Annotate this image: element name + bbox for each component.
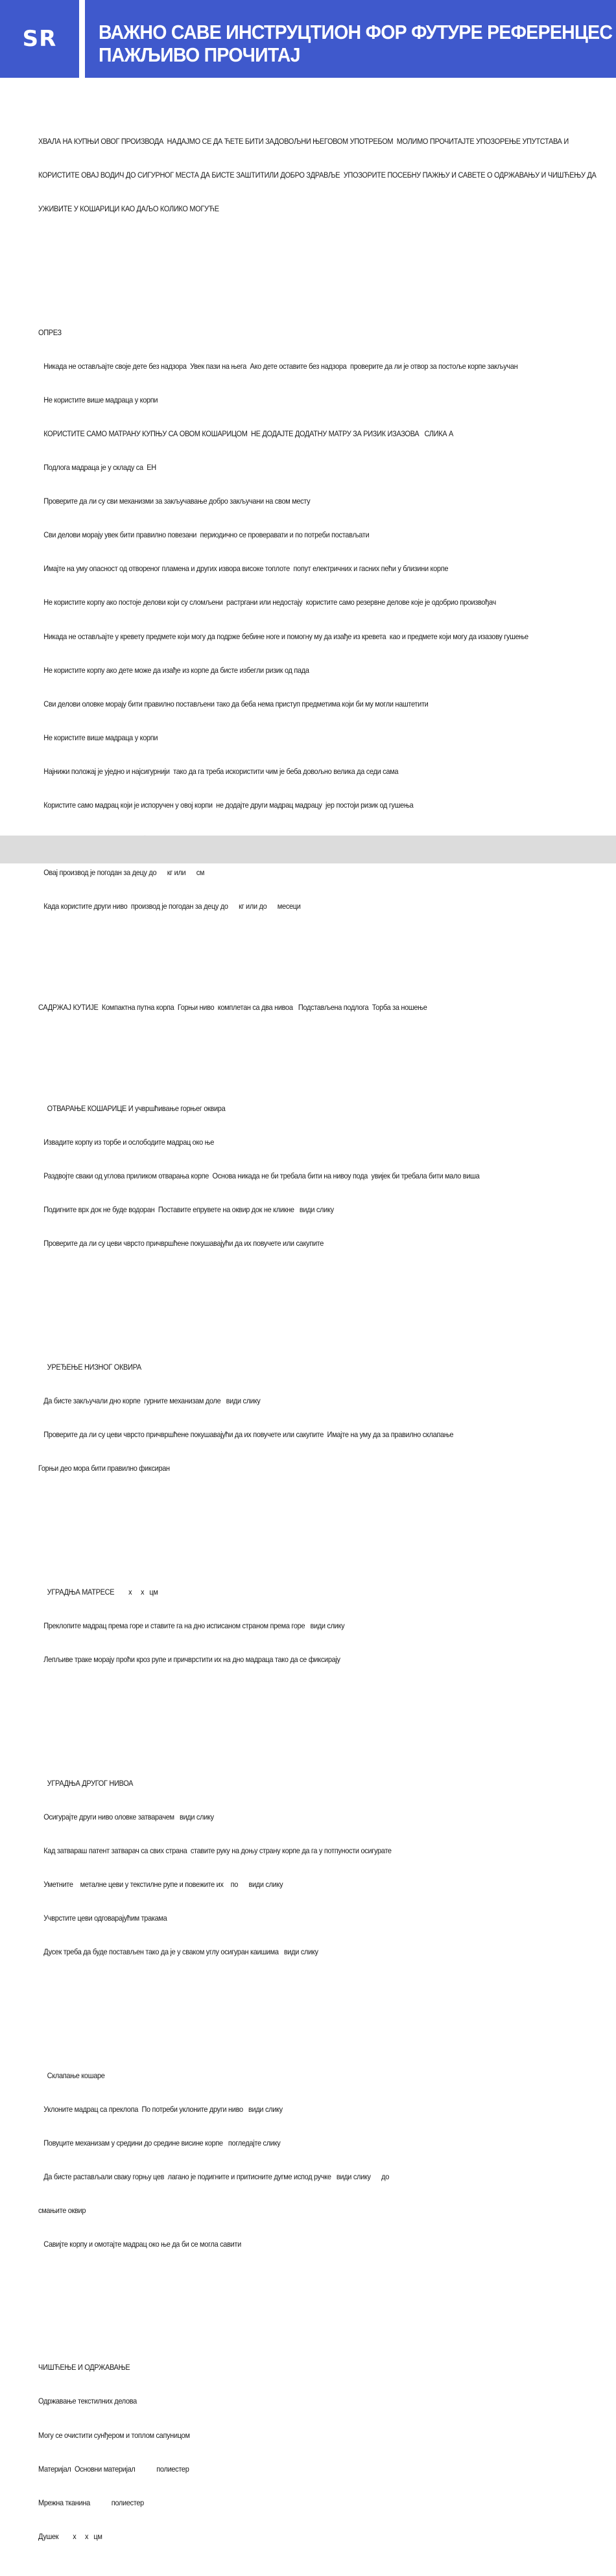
warning-item: Проверите да ли су сви механизми за закључавање добро закључани на свом месту	[38, 497, 311, 506]
text-line: Уклоните мадрац са преклопа По потреби уклоните други ниво види слику	[38, 2104, 283, 2114]
text-line: Повуците механизам у средини до средине висине корпе погледајте слику	[38, 2138, 281, 2148]
warning-item: Имајте на уму опасност од отвореног пламена и других извора високе топлоте попут електричних и гасних пећи у близини корпе	[38, 564, 449, 574]
second-level-section	[38, 1755, 543, 1980]
text-line: Дусек треба да буде постављен тако да је у сваком углу осигуран каишима види слику	[38, 1947, 318, 1956]
text-line: КОРИСТИТЕ ОВАЈ ВОДИЧ ДО СИГУРНОГ МЕСТА ДА БИСТЕ ЗАШТИТИЛИ ДОБРО ЗДРАВЉЕ УПОЗОРИТЕ ПОСЕБНУ ПАЖЊУ И САВЕТЕ О ОДРЖАВАЊУ И ЧИШЋЕЊУ ДА	[38, 170, 597, 180]
text-line: Осигурајте други ниво оловке затварачем види слику	[38, 1812, 214, 1821]
page-footer-band	[0, 836, 616, 863]
text-line: ХВАЛА НА КУПЊИ ОВОГ ПРОИЗВОДА НАДАЈМО СЕ ДА ЋЕТЕ БИТИ ЗАДОВОЉНИ ЊЕГОВОМ УПОТРЕБОМ МОЛИМО ПРОЧИТАЈТЕ УПОЗОРЕЊЕ УПУТСТАВА И	[38, 137, 569, 146]
text-line: Преклопите мадрац према горе и ставите га на дно исписаном страном према горе види слику	[38, 1621, 345, 1630]
warning-item: Сви делови оловке морају бити правилно постављени тако да беба нема приступ предметима који би му могли наштетити	[38, 699, 429, 708]
warning-item: Не користите више мадраца у корпи	[38, 732, 158, 742]
section-heading: ОПРЕЗ	[38, 328, 62, 338]
text-line: Мрежна тканина полиестер	[38, 2498, 144, 2507]
text-line: Подигните врх док не буде водоран Поставите епрувете на оквир док не кликне види слику	[38, 1205, 334, 1215]
page-title	[99, 21, 613, 66]
text-line: УЖИВИТЕ У КОШАРИЦИ КАО ДАЉО КОЛИКО МОГУЋЕ	[38, 204, 219, 214]
section-heading: Склапање кошаре	[38, 2070, 105, 2080]
language-badge: SR	[22, 26, 57, 52]
text-line: Могу се очистити сунђером и топлом сапуницом	[38, 2430, 190, 2440]
header-banner	[0, 0, 616, 78]
text-line: Душек х х цм	[38, 2531, 102, 2541]
section-heading: ЧИШЋЕЊЕ И ОДРЖАВАЊЕ	[38, 2363, 130, 2372]
warning-item: Не користите корпу ако постоје делови који су сломљени растргани или недостају користите само резервне делове које је одобрио произвођач	[38, 598, 496, 607]
text-line: Уметните металне цеви у текстилне рупе и повежите их по види слику	[38, 1879, 283, 1889]
page-title-line: ВАЖНО САВЕ ИНСТРУЦТИОН ФОР ФУТУРЕ РЕФЕРЕНЦЕС	[99, 21, 613, 43]
opening-section	[38, 1081, 543, 1272]
text-line: Савијте корпу и омотајте мадрац око ње да би се могла савити	[38, 2239, 241, 2249]
section-heading: УГРАДЊА МАТРЕСЕ х х цм	[38, 1587, 158, 1597]
box-contents: САДРЖАЈ КУТИЈЕ Компактна путна корпа Горњи ниво комплетан са два нивоа Подстављена подлога Торба за ношење	[38, 1002, 427, 1012]
text-line: Кад затвараш патент затварач са свих страна ставите руку на доњу страну корпе да га у потпуности осигурате	[38, 1845, 392, 1855]
text-line: Проверите да ли су цеви чврсто причвршћене покушавајући да их повучете или сакупите Имајте на уму да за правилно склапање	[38, 1429, 454, 1439]
text-line: Раздвојте сваки од углова приликом отварања корпе Основа никада не би требала бити на нивоу пода увијек би требала бити мало виша	[38, 1171, 480, 1180]
folding-section	[38, 2048, 543, 2273]
text-line: Лепљиве траке морају проћи кроз рупе и причврстити их на дно мадраца тако да се фиксирају	[38, 1654, 340, 1664]
text-line: Материјал Основни материјал полиестер	[38, 2464, 189, 2474]
warning-item: Не користите корпу ако дете може да изађе из корпе да бисте избегли ризик од пада	[38, 665, 309, 675]
text-line: Да бисте закључали дно корпе гурните механизам доле види слику	[38, 1396, 261, 1405]
text-line: Проверите да ли су цеви чврсто причвршћене покушавајући да их повучете или сакупите	[38, 1239, 324, 1248]
warning-item: Сви делови морају увек бити правилно повезани периодично се проверавати и по потреби постављати	[38, 530, 370, 540]
section-heading: УРЕЂЕЊЕ НИЗНОГ ОКВИРА	[38, 1362, 141, 1372]
warning-item: Не користите више мадраца у корпи	[38, 395, 158, 405]
page-title-line: ПАЖЉИВО ПРОЧИТАЈ	[99, 43, 300, 66]
warning-item: Када користите други ниво производ је погодан за децу до кг или до месеци	[38, 901, 301, 911]
intro-paragraph	[38, 114, 597, 238]
text-line: Одржавање текстилних делова	[38, 2396, 137, 2406]
text-line: Извадите корпу из торбе и ослободите мадрац око ње	[38, 1137, 215, 1147]
instructions-body	[38, 91, 597, 2576]
warning-item: Никада не остављајте своје дете без надзора Увек пази на њега Ако дете оставите без надзора проверите да ли је отвор за постоље корпе закључан	[38, 362, 518, 371]
header-divider	[79, 0, 85, 78]
text-line: Горњи део мора бити правилно фиксиран	[38, 1463, 170, 1473]
cleaning-section	[38, 2340, 543, 2565]
warning-item: Најнижи положај је уједно и најсигурнији тако да га треба искористити чим је беба довољно велика да седи сама	[38, 766, 399, 776]
warning-item: КОРИСТИТЕ САМО МАТРАНУ КУПЊУ СА ОВОМ КОШАРИЦОМ НЕ ДОДАЈТЕ ДОДАТНУ МАТРУ ЗА РИЗИК ИЗАЗОВА СЛИКА А	[38, 429, 454, 439]
section-heading: УГРАДЊА ДРУГОГ НИВОА	[38, 1778, 134, 1788]
warning-item: Подлога мадраца је у складу са ЕН	[38, 463, 156, 473]
mattress-section	[38, 1564, 543, 1688]
text-line: Учврстите цеви одговарајућим тракама	[38, 1913, 167, 1923]
warning-item: Никада не остављајте у кревету предмете који могу да подрже бебине ноге и помогну му да изађе из кревета као и предмете који могу да изазову гушење	[38, 631, 528, 641]
lower-frame-section	[38, 1339, 543, 1497]
text-line: Да бисте растављали сваку горњу цев лагано је подигните и притисните дугме испод ручке види слику до	[38, 2172, 390, 2181]
section-heading: ОТВАРАЊЕ КОШАРИЦЕ И учвршћивање горњег оквира	[38, 1103, 226, 1113]
warning-item: Овај производ је погодан за децу до кг или см	[38, 867, 205, 877]
text-line: смањите оквир	[38, 2205, 86, 2215]
warning-item: Користите само мадрац који је испоручен у овој корпи не додајте други мадрац мадрацу јер постоји ризик од гушења	[38, 800, 414, 810]
